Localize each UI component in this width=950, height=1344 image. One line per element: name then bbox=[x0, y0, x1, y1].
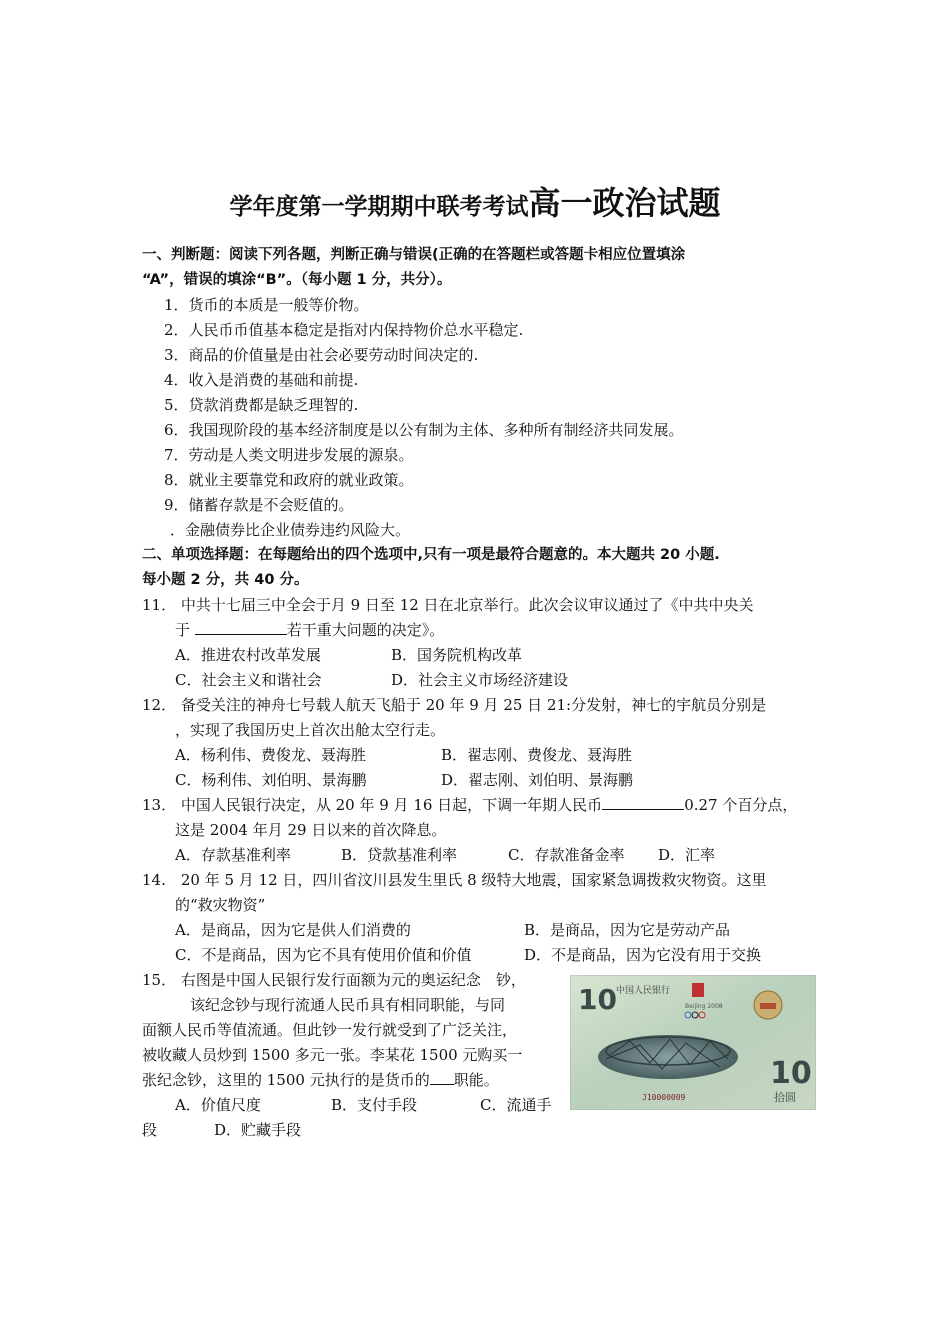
page-title bbox=[0, 178, 950, 224]
q13-option-c: C．存款准备金率 bbox=[508, 846, 625, 864]
section2-heading-cont: 每小题 2 分，共 40 分。 bbox=[142, 572, 309, 588]
q15-option-c-cont: 段 bbox=[142, 1121, 158, 1139]
q15-answer-blank bbox=[430, 1070, 454, 1085]
q15-stem-line2: 该纪念钞与现行流通人民币具有相同职能，与同 bbox=[190, 996, 506, 1014]
q13-stem bbox=[142, 795, 797, 815]
q14-stem: 14. 20 年 5 月 12 日，四川省汶川县发生里氏 8 级特大地震，国家紧急调拨救灾物资。这里 bbox=[142, 871, 767, 889]
olympic-banknote-image bbox=[570, 975, 816, 1110]
q15-stem-pre: 张纪念钞，这里的 1500 元执行的是货币的 bbox=[142, 1071, 430, 1089]
q12-stem-cont: ，实现了我国历史上首次出舱太空行走。 bbox=[175, 721, 446, 739]
banknote-bank-name: 中国人民银行 bbox=[616, 986, 671, 996]
q14-option-b: B．是商品，因为它是劳动产品 bbox=[524, 921, 731, 939]
title-part1: 学年度第一学期期中联考考试 bbox=[229, 194, 529, 220]
q13-option-a: A．存款基准利率 bbox=[175, 846, 291, 864]
section1-heading-cont: “A”，错误的填涂“B”。（每小题 1 分，共分）。 bbox=[142, 272, 452, 288]
q12-option-a: A．杨利伟、费俊龙、聂海胜 bbox=[175, 746, 366, 764]
judge-item-3: 3．商品的价值量是由社会必要劳动时间决定的. bbox=[164, 346, 479, 364]
q14-option-a: A．是商品，因为它是供人们消费的 bbox=[175, 921, 411, 939]
q11-option-d: D．社会主义市场经济建设 bbox=[391, 671, 569, 689]
q11-option-a: A．推进农村改革发展 bbox=[175, 646, 321, 664]
q15-stem-line5 bbox=[142, 1070, 499, 1090]
q13-answer-blank bbox=[602, 795, 684, 810]
q13-stem-post: 0.27 个百分点， bbox=[684, 796, 798, 814]
q15-option-a: A．价值尺度 bbox=[175, 1096, 261, 1114]
q15-option-c: C．流通手 bbox=[480, 1096, 552, 1114]
q14-option-d: D．不是商品，因为它没有用于交换 bbox=[524, 946, 762, 964]
judge-item-1: 1．货币的本质是一般等价物。 bbox=[164, 296, 369, 314]
q12-option-c: C．杨利伟、刘伯明、景海鹏 bbox=[175, 771, 367, 789]
banknote-serial-number: J10000009 bbox=[642, 1093, 686, 1102]
q15-stem-line3: 面额人民币等值流通。但此钞一发行就受到了广泛关注， bbox=[142, 1021, 518, 1039]
q15-option-b: B．支付手段 bbox=[331, 1096, 418, 1114]
judge-item-9: 9．储蓄存款是不会贬值的。 bbox=[164, 496, 354, 514]
q12-stem: 12． 备受关注的神舟七号载人航天飞船于 20 年 9 月 25 日 21:分发射，神七的宇航员分别是 bbox=[142, 696, 767, 714]
q13-stem-cont: 这是 2004 年月 29 日以来的首次降息。 bbox=[175, 821, 447, 839]
judge-item-6: 6．我国现阶段的基本经济制度是以公有制为主体、多种所有制经济共同发展。 bbox=[164, 421, 684, 439]
q11-stem: 11． 中共十七届三中全会于月 9 日至 12 日在北京举行。此次会议审议通过了《中共中央关 bbox=[142, 596, 754, 614]
judge-item-8: 8．就业主要靠党和政府的就业政策。 bbox=[164, 471, 414, 489]
banknote-value-cn: 拾圆 bbox=[774, 1091, 796, 1104]
section1-heading: 一、判断题：阅读下列各题，判断正确与错误(正确的在答题栏或答题卡相应位置填涂 bbox=[142, 247, 686, 263]
q11-stem-pre: 于 bbox=[175, 621, 195, 639]
judge-item-7: 7．劳动是人类文明进步发展的源泉。 bbox=[164, 446, 414, 464]
q15-stem: 15． 右图是中国人民银行发行面额为元的奥运纪念 钞， bbox=[142, 971, 526, 989]
judge-item-10: ．金融债券比企业债券违约风险大。 bbox=[170, 521, 411, 539]
q12-option-b: B．翟志刚、费俊龙、聂海胜 bbox=[441, 746, 633, 764]
national-emblem-icon bbox=[754, 991, 782, 1019]
banknote-denomination-top: 10 bbox=[578, 983, 617, 1016]
q12-option-d: D．翟志刚、刘伯明、景海鹏 bbox=[441, 771, 634, 789]
q11-stem-cont bbox=[175, 620, 444, 640]
q14-option-c: C．不是商品，因为它不具有使用价值和价值 bbox=[175, 946, 472, 964]
title-part2: 高一政治试题 bbox=[528, 184, 721, 222]
q13-stem-pre: 13． 中国人民银行决定，从 20 年 9 月 16 日起，下调一年期人民币 bbox=[142, 796, 603, 814]
section2-heading: 二、单项选择题：在每题给出的四个选项中,只有一项是最符合题意的。本大题共 20 小题. bbox=[142, 547, 720, 563]
q13-option-d: D．汇率 bbox=[658, 846, 716, 864]
judge-item-4: 4．收入是消费的基础和前提. bbox=[164, 371, 359, 389]
judge-item-5: 5．贷款消费都是缺乏理智的. bbox=[164, 396, 359, 414]
banknote-beijing-label: Beijing 2008 bbox=[685, 1003, 723, 1010]
q11-stem-post: 若干重大问题的决定》。 bbox=[286, 621, 445, 639]
q14-stem-cont: 的“救灾物资” bbox=[175, 896, 266, 914]
q13-option-b: B．贷款基准利率 bbox=[341, 846, 458, 864]
banknote-denomination-bottom: 10 bbox=[770, 1056, 812, 1091]
q11-answer-blank bbox=[195, 620, 287, 635]
q11-option-c: C．社会主义和谐社会 bbox=[175, 671, 322, 689]
judge-item-2: 2．人民币币值基本稳定是指对内保持物价总水平稳定. bbox=[164, 321, 524, 339]
q15-stem-line4: 被收藏人员炒到 1500 多元一张。李某花 1500 元购买一 bbox=[142, 1046, 523, 1064]
q11-option-b: B．国务院机构改革 bbox=[391, 646, 523, 664]
q15-stem-post: 职能。 bbox=[453, 1071, 499, 1089]
birds-nest-stadium-icon bbox=[598, 1035, 738, 1079]
q15-option-d: D．贮藏手段 bbox=[214, 1121, 302, 1139]
